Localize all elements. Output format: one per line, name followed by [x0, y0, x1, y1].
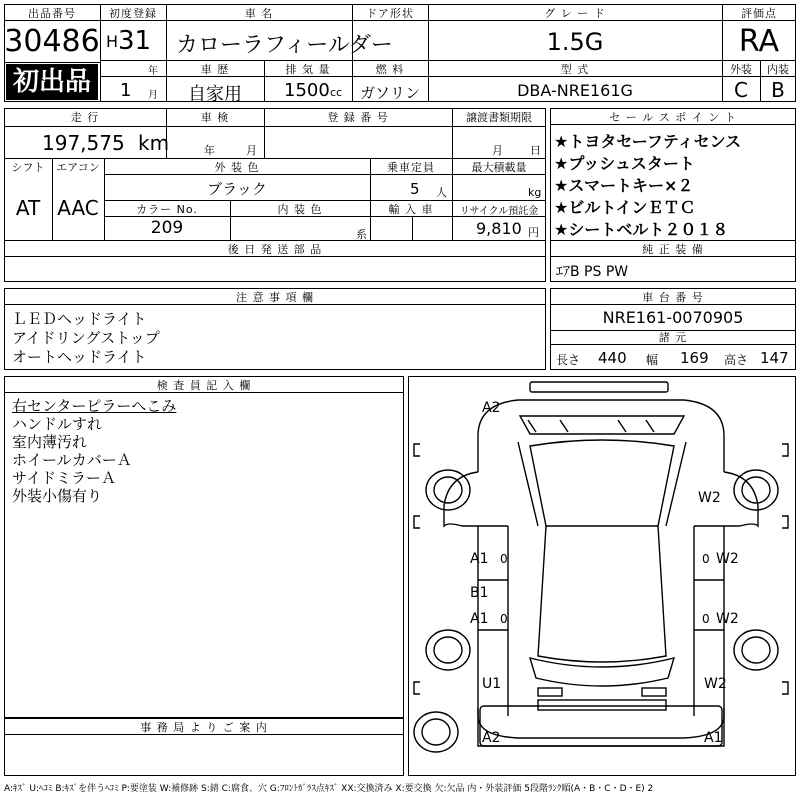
color-label: 外 装 色 [214, 161, 260, 174]
damage-mark: A1 [470, 611, 489, 627]
displacement-unit: cc [330, 86, 343, 99]
ac: AAC [57, 196, 99, 220]
damage-mark: B1 [470, 585, 489, 601]
transfer-day-unit: 日 [530, 144, 541, 157]
recycle: 9,810 [476, 219, 522, 238]
lot-label: 出品番号 [28, 7, 76, 20]
car-name-label: 車 名 [244, 7, 274, 20]
transfer-month-unit: 月 [492, 144, 503, 157]
damage-mark: A1 [470, 551, 489, 567]
dims-title: 諸 元 [658, 331, 688, 344]
sales-point-item: ★スマートキー×２ [554, 176, 694, 195]
shift-label: シフト [11, 161, 45, 174]
inspector-title: 検 査 員 記 入 欄 [156, 379, 252, 392]
mileage: 197,575 [42, 131, 125, 155]
first-listing-badge: 初出品 [6, 64, 98, 100]
damage-mark: A2 [482, 730, 501, 746]
reg-month: 1 [120, 80, 132, 101]
equipment-value: ｴｱB PS PW [556, 264, 629, 280]
inspector-item: 右センターピラーへこみ [12, 397, 177, 415]
era-letter: H [106, 32, 119, 51]
color-no: 209 [150, 218, 184, 238]
length: 440 [598, 349, 627, 367]
exterior-grade: C [734, 78, 748, 102]
chassis-title: 車 台 番 号 [642, 291, 704, 304]
height: 147 [760, 349, 789, 367]
capacity: 5 [410, 180, 420, 198]
inspection-label: 車 検 [200, 111, 230, 124]
damage-mark: W2 [704, 676, 727, 692]
displacement: 1500 [284, 80, 330, 101]
color-no-label: カラー No. [136, 203, 198, 216]
height-label: 高さ [724, 353, 749, 367]
sales-point-item: ★ビルトインＥＴＣ [554, 198, 696, 217]
mileage-unit: km [138, 131, 170, 155]
damage-mark: U1 [482, 676, 502, 692]
rating: RA [738, 24, 780, 59]
load-unit: kg [528, 186, 542, 199]
model: DBA-NRE161G [517, 81, 633, 100]
displacement-label: 排 気 量 [285, 63, 331, 76]
reg-month-unit: 月 [148, 90, 158, 101]
later-parts-label: 後 日 発 送 部 品 [227, 243, 323, 256]
damage-mark: A1 [704, 730, 723, 746]
exterior-label: 外装 [730, 63, 752, 76]
interior-color-label: 内 装 色 [277, 203, 323, 216]
capacity-unit: 人 [436, 186, 447, 199]
width-label: 幅 [646, 353, 659, 367]
first-reg-label: 初度登録 [109, 7, 157, 20]
car-name: カローラフィールダー [176, 33, 393, 58]
car-diagram [408, 376, 796, 776]
damage-mark: A2 [482, 400, 501, 416]
ac-label: エアコン [56, 161, 100, 174]
note-item: オートヘッドライト [12, 348, 147, 366]
inspector-item: サイドミラーＡ [12, 469, 116, 487]
inspection-month-unit: 月 [246, 144, 257, 157]
color: ブラック [207, 180, 267, 198]
width: 169 [680, 349, 709, 367]
mileage-label: 走 行 [70, 111, 100, 124]
damage-mark-zero: 0 [500, 552, 508, 566]
fuel: ガソリン [359, 84, 420, 102]
damage-mark-zero: 0 [702, 552, 710, 566]
lot-number: 30486 [4, 24, 100, 59]
inspector-item: ホイールカバーＡ [12, 451, 132, 469]
reg-year: 31 [118, 26, 152, 56]
reg-year-unit: 年 [148, 66, 158, 77]
interior-label: 内装 [767, 63, 789, 76]
sales-points-title: セ ー ル ス ポ イ ン ト [609, 111, 737, 124]
fuel-label: 燃 料 [375, 63, 405, 76]
damage-mark-zero: 0 [702, 612, 710, 626]
notes-title: 注 意 事 項 欄 [236, 291, 314, 304]
model-label: 型 式 [560, 63, 590, 76]
grade-label: グ レ ー ド [544, 7, 606, 20]
door-label: ドア形状 [366, 7, 414, 20]
interior-grade: B [771, 78, 785, 102]
load-label: 最大積載量 [471, 161, 527, 174]
length-label: 長さ [556, 353, 581, 367]
damage-mark: W2 [716, 551, 739, 567]
legend: A:ｷｽﾞ U:ﾍｺﾐ B:ｷｽﾞを伴うﾍｺﾐ P:要塗装 W:補修跡 S:錆 C:腐食、穴 G:ﾌﾛﾝﾄｶﾞﾗｽ点ｷｽﾞ XX:交換済み X:要交換 欠:欠品 内・外装評価 5段階ﾗﾝｸ順(A・B・C・D・E) 2 [4, 784, 654, 794]
damage-mark-zero: 0 [500, 612, 508, 626]
import-label: 輸 入 車 [388, 203, 434, 216]
recycle-label: リサイクル預託金 [459, 206, 539, 217]
equipment-title: 純 正 装 備 [642, 243, 704, 256]
sales-point-item: ★トヨタセーフティセンス [554, 132, 742, 151]
damage-mark: W2 [698, 490, 721, 506]
office-title: 事 務 局 よ り ご 案 内 [140, 721, 268, 734]
sales-point-item: ★プッシュスタート [554, 154, 695, 173]
history-label: 車 歴 [200, 63, 230, 76]
inspection-year-unit: 年 [204, 144, 215, 157]
transfer-label: 譲渡書類期限 [466, 111, 532, 124]
note-item: アイドリングストップ [12, 329, 160, 347]
inspector-item: ハンドルすれ [12, 415, 103, 433]
inspector-item: 外装小傷有り [12, 487, 103, 505]
damage-mark: W2 [716, 611, 739, 627]
inspector-item: 室内薄汚れ [12, 433, 88, 451]
history: 自家用 [188, 84, 242, 105]
registration-label: 登 録 番 号 [327, 111, 389, 124]
note-item: ＬＥＤヘッドライト [12, 310, 147, 328]
interior-color-unit: 系 [356, 228, 367, 241]
recycle-unit: 円 [528, 226, 539, 239]
capacity-label: 乗車定員 [387, 161, 435, 174]
shift: AT [15, 196, 41, 220]
chassis-number: NRE161-0070905 [602, 308, 744, 327]
sales-point-item: ★シートベルト２０１８ [554, 220, 729, 239]
rating-label: 評価点 [741, 7, 777, 20]
grade: 1.5G [546, 28, 604, 56]
